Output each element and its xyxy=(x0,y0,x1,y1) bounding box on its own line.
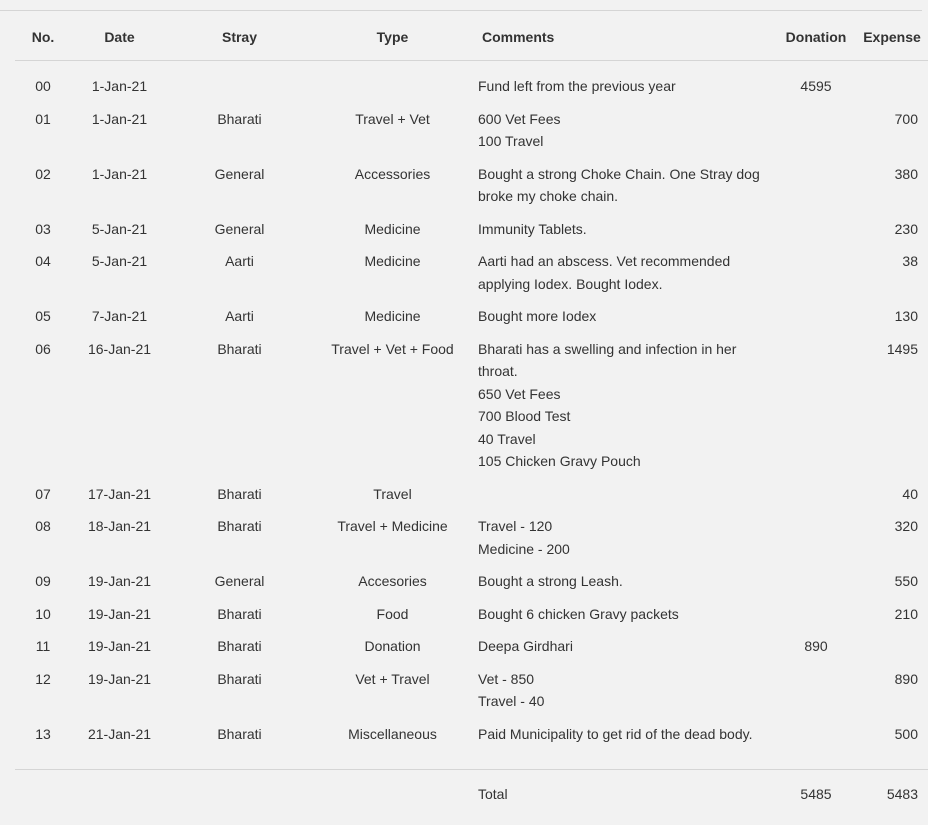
total-stray-cell xyxy=(168,770,311,806)
row-comments xyxy=(474,483,778,516)
comment-line: Immunity Tablets. xyxy=(478,220,587,237)
row-expense: 38 xyxy=(902,253,918,269)
row-donation xyxy=(778,483,854,516)
header-type: Type xyxy=(311,22,474,61)
row-donation xyxy=(778,163,854,218)
comment-line: Fund left from the previous year xyxy=(478,78,676,94)
row-donation xyxy=(778,108,854,163)
comment-line: Aarti had an abscess. Vet recommended xyxy=(478,253,731,269)
row-donation: 890 xyxy=(804,638,828,654)
row-date: 16-Jan-21 xyxy=(87,340,152,357)
row-type: Travel xyxy=(373,485,412,502)
row-donation xyxy=(778,218,854,251)
row-donation xyxy=(778,668,854,723)
row-donation: 4595 xyxy=(800,78,832,94)
row-type: Travel + Vet xyxy=(355,110,430,127)
row-type: Travel + Vet + Food xyxy=(331,340,454,357)
row-type: Accessories xyxy=(354,165,431,182)
comment-line: Bought a strong Leash. xyxy=(478,573,623,589)
row-stray: Bharati xyxy=(217,518,262,534)
total-label: Total xyxy=(474,770,778,806)
row-donation xyxy=(778,603,854,636)
row-no: 11 xyxy=(35,638,51,654)
row-date: 19-Jan-21 xyxy=(87,638,152,654)
header-date: Date xyxy=(71,22,168,61)
row-type: Donation xyxy=(364,638,421,654)
row-donation xyxy=(778,250,854,305)
row-type: Accesories xyxy=(358,573,427,589)
row-stray: Bharati xyxy=(217,670,262,687)
row-date: 19-Jan-21 xyxy=(87,670,152,687)
row-type: Medicine xyxy=(364,253,421,269)
row-expense: 320 xyxy=(894,518,918,534)
comment-line: broke my choke chain. xyxy=(478,188,619,204)
expense-table xyxy=(15,22,928,806)
row-no: 01 xyxy=(35,110,51,127)
comment-line: Vet - 850 xyxy=(478,670,535,687)
row-donation xyxy=(778,515,854,570)
row-comments xyxy=(474,108,778,163)
row-stray: Bharati xyxy=(217,340,262,357)
header-expense: Expense xyxy=(854,22,928,61)
row-no: 05 xyxy=(35,308,51,324)
row-stray: Aarti xyxy=(225,308,254,324)
header-row xyxy=(15,22,928,61)
row-donation xyxy=(778,305,854,338)
row-stray: Bharati xyxy=(217,725,262,742)
row-date: 18-Jan-21 xyxy=(87,518,152,534)
comment-line: Bought more Iodex xyxy=(478,308,597,324)
comment-line: Travel - 120 xyxy=(478,518,553,534)
row-no: 06 xyxy=(35,340,51,357)
table-row xyxy=(15,163,928,218)
row-expense xyxy=(854,635,928,668)
table-body xyxy=(15,61,928,770)
row-expense: 1495 xyxy=(886,340,918,357)
row-date: 1-Jan-21 xyxy=(91,165,148,182)
row-expense: 500 xyxy=(894,725,918,742)
comment-line: 40 Travel xyxy=(478,430,536,447)
row-comments xyxy=(474,305,778,338)
row-date: 1-Jan-21 xyxy=(91,78,148,94)
row-date: 5-Jan-21 xyxy=(91,253,148,269)
row-stray: General xyxy=(214,220,265,237)
row-expense: 890 xyxy=(894,670,918,687)
row-stray xyxy=(168,61,311,108)
table-row xyxy=(15,338,928,483)
header-no: No. xyxy=(15,22,71,61)
header-comments: Comments xyxy=(474,22,778,61)
row-no: 10 xyxy=(35,605,51,622)
row-expense: 700 xyxy=(894,110,918,127)
row-type: Travel + Medicine xyxy=(337,518,448,534)
row-comments xyxy=(474,218,778,251)
row-comments xyxy=(474,668,778,723)
row-no: 13 xyxy=(35,725,51,742)
row-type: Miscellaneous xyxy=(348,725,437,742)
table-row xyxy=(15,668,928,723)
row-no: 03 xyxy=(35,220,51,237)
table-row xyxy=(15,603,928,636)
row-no: 02 xyxy=(35,165,51,182)
table-row xyxy=(15,61,928,108)
row-no: 08 xyxy=(35,518,51,534)
comment-line: Bought 6 chicken Gravy packets xyxy=(478,605,679,622)
top-divider xyxy=(0,10,922,11)
row-comments xyxy=(474,723,778,770)
comment-line: Deepa Girdhari xyxy=(478,638,573,654)
row-stray: General xyxy=(214,165,265,182)
row-comments xyxy=(474,515,778,570)
row-expense: 40 xyxy=(902,485,918,502)
total-row xyxy=(15,770,928,806)
row-comments xyxy=(474,61,778,108)
row-expense: 380 xyxy=(894,165,918,182)
row-expense: 550 xyxy=(894,573,918,589)
row-type: Food xyxy=(376,605,409,622)
row-donation xyxy=(778,338,854,483)
row-date: 19-Jan-21 xyxy=(87,573,152,589)
row-expense: 210 xyxy=(894,605,918,622)
row-no: 00 xyxy=(35,78,51,94)
row-date: 7-Jan-21 xyxy=(91,308,148,324)
row-donation xyxy=(778,570,854,603)
table-row xyxy=(15,305,928,338)
row-comments xyxy=(474,603,778,636)
table-row xyxy=(15,635,928,668)
table-row xyxy=(15,483,928,516)
table-row xyxy=(15,515,928,570)
comment-line: Medicine - 200 xyxy=(478,540,570,557)
row-date: 21-Jan-21 xyxy=(87,725,152,742)
table-row xyxy=(15,108,928,163)
total-donation: 5485 xyxy=(778,770,854,806)
total-type-cell xyxy=(311,770,474,806)
row-stray: General xyxy=(214,573,265,589)
row-stray: Bharati xyxy=(217,110,262,127)
comment-line: 100 Travel xyxy=(478,133,544,149)
comment-line: 650 Vet Fees xyxy=(478,385,561,402)
row-stray: Bharati xyxy=(217,638,262,654)
row-type: Medicine xyxy=(364,220,421,237)
comment-line: 105 Chicken Gravy Pouch xyxy=(478,453,641,469)
total-no-cell xyxy=(15,770,71,806)
row-comments xyxy=(474,250,778,305)
row-comments xyxy=(474,635,778,668)
row-no: 12 xyxy=(35,670,51,687)
row-no: 09 xyxy=(35,573,51,589)
row-expense: 230 xyxy=(894,220,918,237)
header-stray: Stray xyxy=(168,22,311,61)
comment-line: Bought a strong Choke Chain. One Stray dog xyxy=(478,165,760,182)
row-date: 5-Jan-21 xyxy=(91,220,148,237)
row-type xyxy=(311,61,474,108)
row-comments xyxy=(474,163,778,218)
comment-line: Travel - 40 xyxy=(478,693,545,709)
row-expense: 130 xyxy=(894,308,918,324)
row-no: 04 xyxy=(35,253,51,269)
row-type: Medicine xyxy=(364,308,421,324)
row-type: Vet + Travel xyxy=(355,670,430,687)
table-row xyxy=(15,218,928,251)
row-donation xyxy=(778,723,854,770)
row-date: 1-Jan-21 xyxy=(91,110,148,127)
row-stray: Bharati xyxy=(217,485,262,502)
comment-line: Paid Municipality to get rid of the dead body. xyxy=(478,725,753,742)
row-no: 07 xyxy=(35,485,51,502)
row-date: 19-Jan-21 xyxy=(87,605,152,622)
row-stray: Bharati xyxy=(217,605,262,622)
header-donation: Donation xyxy=(778,22,854,61)
comment-line: 700 Blood Test xyxy=(478,408,571,424)
comment-line: throat. xyxy=(478,363,518,379)
row-stray: Aarti xyxy=(225,253,254,269)
row-comments xyxy=(474,570,778,603)
comment-line: applying Iodex. Bought Iodex. xyxy=(478,275,663,292)
total-date-cell xyxy=(71,770,168,806)
table-row xyxy=(15,570,928,603)
table-row xyxy=(15,250,928,305)
total-expense: 5483 xyxy=(854,770,928,806)
comment-line: Bharati has a swelling and infection in her xyxy=(478,340,737,357)
row-comments xyxy=(474,338,778,483)
row-expense xyxy=(854,61,928,108)
row-date: 17-Jan-21 xyxy=(87,485,152,502)
comment-line: 600 Vet Fees xyxy=(478,110,561,127)
table-row xyxy=(15,723,928,770)
